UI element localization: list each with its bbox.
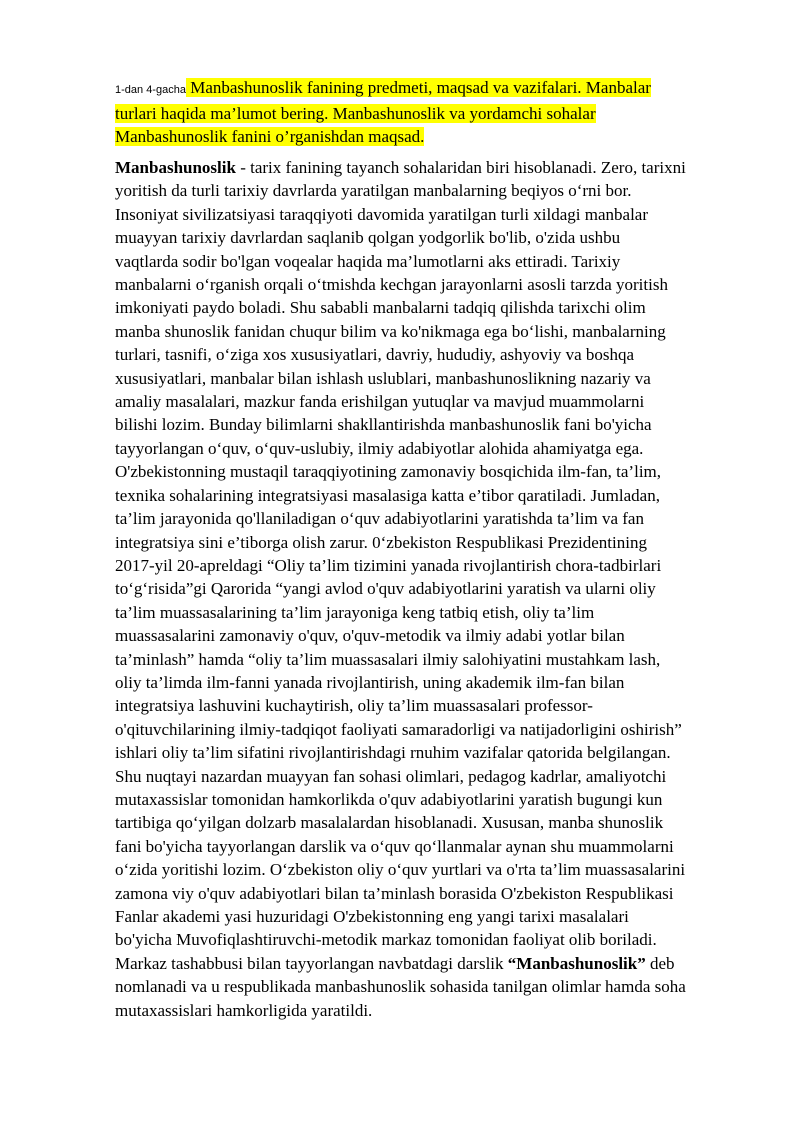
paragraph-text-main: - tarix fanining tayanch sohalaridan biri hisoblanadi. Zero, tarixni yoritish da turli tarixiy davrlarda yaratilgan manbalarning beqiyos o‘rni bor. Insoniyat sivilizatsiyasi taraqqiyoti davomida yaratilgan turli xildagi manbalar muayyan tarixiy davrlardan saqlanib qolgan yodgorlik bo'lib, o'zida ushbu vaqtlarda sodir bo'lgan voqealar haqida ma’lumotlarni aks ettiradi. Tarixiy manbalarni o‘rganish orqali o‘tmishda kechgan jarayonlarni asosli tarzda yoritish imkoniyati paydo boladi. Shu sababli manbalarni tadqiq qilishda tarixchi olim manba shunoslik fanidan chuqur bilim va ko'nikmaga ega bo‘lishi, manbalarning turlari, tasnifi, o‘ziga xos xususiyatlari, davriy, hududiy, ashyoviy va boshqa xususiyatlari, manbalar bilan ishlash uslublari, manbashunoslikning nazariy va amaliy masalalari, mazkur fanda erishilgan yutuqlar va mavjud muammolarni bilishi lozim. Bunday bilimlarni shakllantirishda manbashunoslik fani bo'yicha tayyorlangan o‘quv, o‘quv-uslubiy, ilmiy adabiyotlar alohida ahamiyatga ega. O'zbekistonning mustaqil taraqqiyotining zamonaviy bosqichida ilm-fan, ta’lim, texnika sohalarining integratsiyasi masalasiga katta e’tibor qaratiladi. Jumladan, ta’lim jarayonida qo'llaniladigan o‘quv adabiyotlarini yaratishda ta’lim va fan integratsiya sini e’tiborga olish zarur. 0‘zbekiston Respublikasi Prezidentining 2017-yil 20-apreldagi “Oliy ta’lim tizimini yanada rivojlantirish chora-tadbirlari to‘g‘risida”gi Qarorida “yangi avlod o'quv adabiyotlarini yaratish va ularni oliy ta’lim muassasalarining ta’lim jarayoniga keng tatbiq etish, oliy ta’lim muassasalarini zamonaviy o'quv, o'quv-metodik va ilmiy adabi yotlar bilan ta’minlash” hamda “oliy ta’lim muassasalari ilmiy salohiyatini mustahkam lash, oliy ta’limda ilm-fanni yanada rivojlantirish, uning akademik ilm-fan bilan integratsiya lashuvini kuchaytirish, oliy ta’lim muassasalari professor-o'qituvchilarining ilmiy-tadqiqot faoliyati samaradorligi va natijadorligini oshirish” ishlari oliy ta’lim sifatini rivojlantirishdagi rnuhim vazifalar qatorida belgilangan. Shu nuqtayi nazardan muayyan fan sohasi olimlari, pedagog kadrlar, amaliyotchi mutaxassislar tomonidan hamkorlikda o'quv adabiyotlarini yaratish bugungi kun tartibiga qo‘yilgan dolzarb masalalardan hisoblanadi. Xususan, manba shunoslik fani bo'yicha tayyorlangan darslik va o‘quv qo‘llanmalar aynan shu muammolarni o‘zida yoritishi lozim. O‘zbekiston oliy o‘quv yurtlari va o'rta ta’lim muassasalarini zamona viy o'quv adabiyotlari bilan ta’minlash borasida O'zbekiston Respublikasi Fanlar akademi yasi huzuridagi O'zbekistonning eng yangi tarixi masalalari bo'yicha Muvofiqlashtiruvchi-metodik markaz tomonidan faoliyat olib boriladi. Markaz tashabbusi bilan tayyorlangan navbatdagi darslik bbox=[115, 158, 686, 973]
highlighted-question-text: Manbashunoslik fanining predmeti, maqsad va vazifalari. Manbalar turlari haqida ma’lumot bering. Manbashunoslik va yordamchi sohalar Manbashunoslik fanini o’rganishdan maqsad. bbox=[115, 78, 651, 146]
lead-term: Manbashunoslik bbox=[115, 158, 236, 177]
question-heading bbox=[115, 76, 687, 148]
paragraph-text-end: deb nomlanadi va u respublikada manbashunoslik sohasida tanilgan olimlar hamda soha mutaxassislari hamkorligida yaratildi. bbox=[115, 953, 686, 1020]
question-range-label: 1-dan 4-gacha bbox=[115, 84, 186, 96]
document-page bbox=[115, 76, 687, 1022]
answer-paragraph bbox=[115, 156, 687, 1022]
book-title: “Manbashunoslik” bbox=[507, 953, 646, 973]
